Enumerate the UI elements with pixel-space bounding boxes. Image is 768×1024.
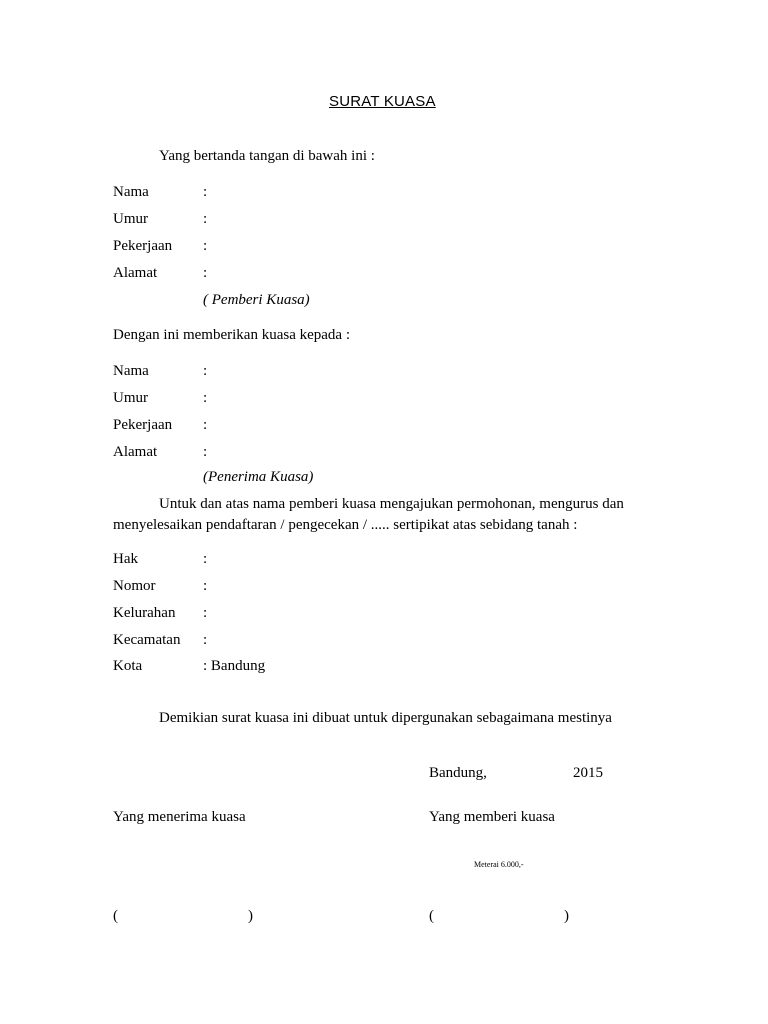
grantor-address-label: Alamat bbox=[113, 265, 158, 281]
grantee-job-label: Pekerjaan bbox=[113, 417, 173, 433]
giver-signature-label: Yang memberi kuasa bbox=[429, 809, 555, 825]
land-district-value: : bbox=[203, 632, 208, 648]
grantee-age-label: Umur bbox=[113, 390, 148, 406]
grantee-name-value: : bbox=[203, 363, 208, 379]
purpose-line-1: Untuk dan atas nama pemberi kuasa mengajukan permohonan, mengurus dan bbox=[159, 496, 624, 512]
grantee-address-label: Alamat bbox=[113, 444, 158, 460]
giver-name-open-paren: ( bbox=[429, 908, 434, 924]
receiver-name-close-paren: ) bbox=[248, 908, 253, 924]
grantee-address-value: : bbox=[203, 444, 208, 460]
grantee-age-value: : bbox=[203, 390, 208, 406]
land-number-label: Nomor bbox=[113, 578, 156, 594]
grantee-job-value: : bbox=[203, 417, 208, 433]
signing-year: 2015 bbox=[573, 765, 603, 781]
land-right-value: : bbox=[203, 551, 208, 567]
receiver-signature-label: Yang menerima kuasa bbox=[113, 809, 246, 825]
land-village-label: Kelurahan bbox=[113, 605, 176, 621]
grant-statement: Dengan ini memberikan kuasa kepada : bbox=[113, 327, 350, 343]
intro-text: Yang bertanda tangan di bawah ini : bbox=[159, 148, 375, 164]
land-district-label: Kecamatan bbox=[113, 632, 181, 648]
closing-text: Demikian surat kuasa ini dibuat untuk dipergunakan sebagaimana mestinya bbox=[159, 710, 612, 726]
grantor-role: ( Pemberi Kuasa) bbox=[203, 292, 310, 308]
land-number-value: : bbox=[203, 578, 208, 594]
purpose-line-2: menyelesaikan pendaftaran / pengecekan / ..... sertipikat atas sebidang tanah : bbox=[113, 517, 578, 533]
land-city-value: : Bandung bbox=[203, 658, 266, 674]
signing-place: Bandung, bbox=[429, 765, 487, 781]
stamp-duty-note: Meterai 6.000,- bbox=[474, 860, 524, 869]
grantor-name-label: Nama bbox=[113, 184, 149, 200]
document-title: SURAT KUASA bbox=[329, 93, 436, 110]
land-right-label: Hak bbox=[113, 551, 138, 567]
receiver-name-open-paren: ( bbox=[113, 908, 118, 924]
land-city-label: Kota bbox=[113, 658, 143, 674]
grantor-name-value: : bbox=[203, 184, 208, 200]
grantee-name-label: Nama bbox=[113, 363, 149, 379]
grantor-age-value: : bbox=[203, 211, 208, 227]
grantee-role: (Penerima Kuasa) bbox=[203, 469, 314, 485]
grantor-job-label: Pekerjaan bbox=[113, 238, 173, 254]
grantor-age-label: Umur bbox=[113, 211, 148, 227]
grantor-job-value: : bbox=[203, 238, 208, 254]
giver-name-close-paren: ) bbox=[564, 908, 569, 924]
grantor-address-value: : bbox=[203, 265, 208, 281]
land-village-value: : bbox=[203, 605, 208, 621]
